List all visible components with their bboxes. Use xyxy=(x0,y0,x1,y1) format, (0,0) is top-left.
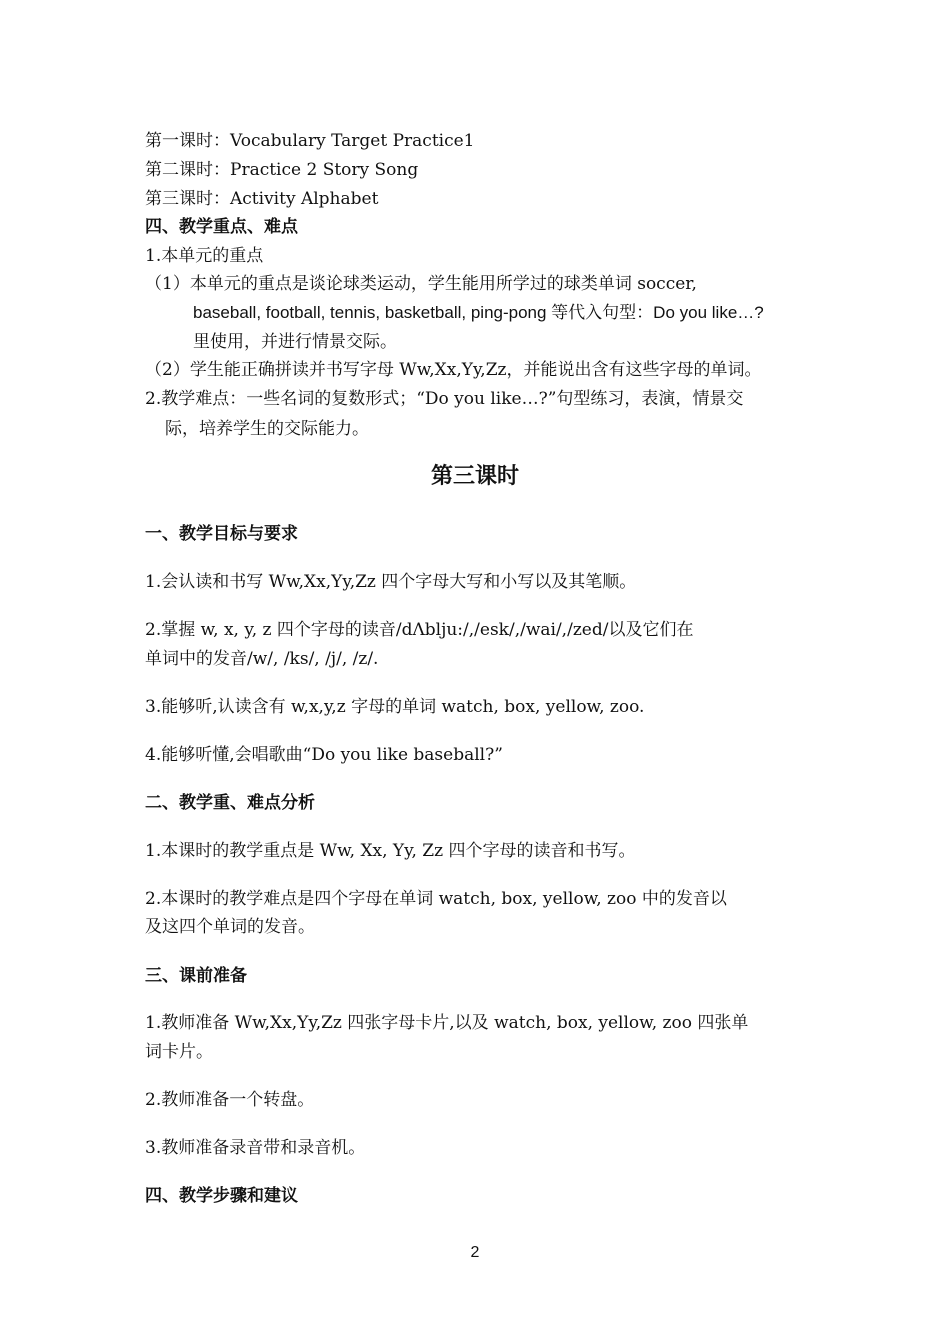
section-1-item-3: 3.能够听,认读含有 w,x,y,z 字母的单词 watch, box, yellow, zoo. xyxy=(145,697,645,717)
lesson-title: 第三课时 xyxy=(430,464,519,489)
difficulty-line-b: 际，培养学生的交际能力。 xyxy=(165,419,369,439)
section-1-heading: 一、教学目标与要求 xyxy=(145,524,298,544)
section-1-item-1: 1.会认读和书写 Ww,Xx,Yy,Zz 四个字母大写和小写以及其笔顺。 xyxy=(145,572,637,592)
section-4-heading: 四、教学步骤和建议 xyxy=(145,1186,298,1206)
section-2-item-2-line-a: 2.本课时的教学难点是四个字母在单词 watch, box, yellow, zoo 中的发音以 xyxy=(145,889,727,909)
section-3-item-3: 3.教师准备录音带和录音机。 xyxy=(145,1138,366,1158)
unit-key-title: 1.本单元的重点 xyxy=(145,246,264,266)
section-2-item-2-line-b: 及这四个单词的发音。 xyxy=(145,917,315,937)
section-1-item-2-line-a: 2.掌握 w, x, y, z 四个字母的读音/dΛblju:/,/esk/,/wai/,/zed/以及它们在 xyxy=(145,620,694,640)
section-2-heading: 二、教学重、难点分析 xyxy=(145,793,315,813)
page-number: 2 xyxy=(470,1244,480,1261)
unit-key-1-line-c: 里使用，并进行情景交际。 xyxy=(193,332,397,352)
heading-key-points: 四、教学重点、难点 xyxy=(145,217,298,237)
section-1-item-4: 4.能够听懂,会唱歌曲“Do you like baseball?” xyxy=(145,745,503,765)
section-3-item-1-line-b: 词卡片。 xyxy=(145,1042,213,1062)
period-2-line: 第二课时：Practice 2 Story Song xyxy=(145,160,419,180)
section-3-heading: 三、课前准备 xyxy=(145,966,247,986)
period-1-line: 第一课时：Vocabulary Target Practice1 xyxy=(145,131,475,151)
section-1-item-2-line-b: 单词中的发音/w/, /ks/, /j/, /z/. xyxy=(145,649,379,669)
unit-key-1-line-b: baseball, football, tennis, basketball, ping-pong 等代入句型：Do you like…? xyxy=(193,303,764,322)
section-3-item-1-line-a: 1.教师准备 Ww,Xx,Yy,Zz 四张字母卡片,以及 watch, box, yellow, zoo 四张单 xyxy=(145,1013,749,1033)
unit-key-1-line-a: （1）本单元的重点是谈论球类运动，学生能用所学过的球类单词 soccer, xyxy=(145,274,697,294)
period-3-line: 第三课时：Activity Alphabet xyxy=(145,189,379,209)
section-3-item-2: 2.教师准备一个转盘。 xyxy=(145,1090,315,1110)
section-2-item-1: 1.本课时的教学重点是 Ww, Xx, Yy, Zz 四个字母的读音和书写。 xyxy=(145,841,636,861)
difficulty-line-a: 2.教学难点：一些名词的复数形式；“Do you like…?”句型练习，表演，情景交 xyxy=(145,389,744,409)
unit-key-2-line: （2）学生能正确拼读并书写字母 Ww,Xx,Yy,Zz，并能说出含有这些字母的单词。 xyxy=(145,360,762,380)
